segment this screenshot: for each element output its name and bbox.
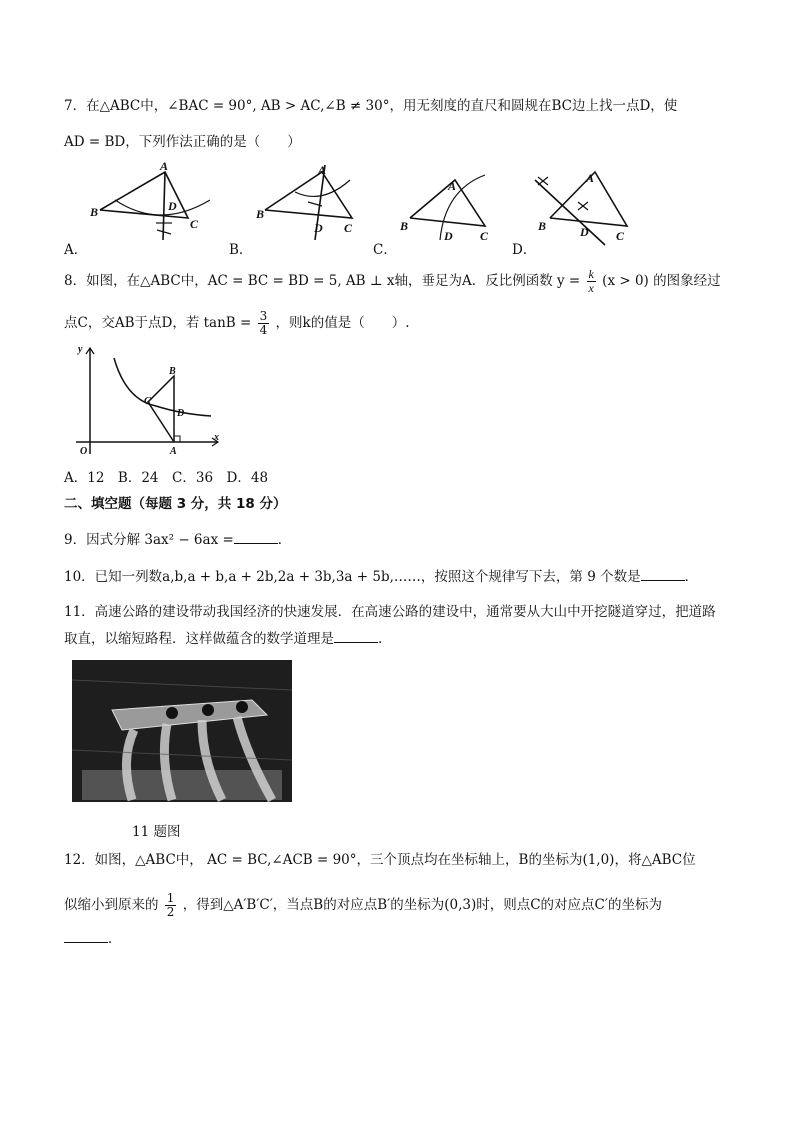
fig-d-label-d: D [580,225,589,239]
q8-figure [66,340,226,460]
fig-a-label-c: C [190,217,199,231]
q11-answer-blank [334,628,378,643]
fig-d-line [535,180,605,245]
q8-line2: 点C，交AB于点D，若 tanB = $\frac{3}{4}$ ，则k的值是（ ）. [64,309,410,337]
q8-k-over-x: $\frac{k}{x}$ [588,267,594,295]
fig-b-label-d: D [314,221,323,235]
q8-label-o: O [80,446,88,457]
q9-answer-blank [234,529,278,544]
q8-triangle [148,376,174,442]
q7-option-a: A． [64,242,88,258]
tunnel-photo-drawing [72,660,292,802]
q8-tan-fraction: $\frac{3}{4}$ [259,309,268,337]
fig-a-label-d: D [168,199,177,213]
q10-answer-blank [641,566,685,581]
q11-line2: 取直，以缩短路程．这样做蕴含的数学道理是 ． [64,628,392,649]
q10: 10．已知一列数a,b,a + b,a + 2b,2a + 3b,3a + 5b,……，按照这个规律写下去，第 9 个数是 ． [64,566,698,587]
fig-a-perp-line [163,172,165,240]
fig-c-label-b: B [400,219,409,233]
fig-b-label-b: B [256,207,265,221]
fig-c-label-a: A [448,179,457,193]
q12-answer-blank [64,928,108,943]
q9: 9．因式分解 3ax² − 6ax = ． [64,529,291,550]
q8-answers: A．12 B．24 C．36 D．48 [64,470,269,486]
q8-label-c: C [144,396,151,407]
fig-d-label-a: A [586,171,595,185]
q7-line2: AD = BD，下列作法正确的是（ ） [64,134,301,150]
q8-label-y: y [78,344,83,355]
fig-c-label-c: C [480,229,489,243]
q7-option-b: B． [229,242,253,258]
tunnel-photo [72,660,292,802]
q8-label-x: x [214,432,219,443]
section-2-title: 二、填空题（每题 3 分，共 18 分） [64,496,287,512]
fig-d-label-b: B [538,219,547,233]
fig-a-label-b: B [90,205,99,219]
q12-half-fraction: $\frac{1}{2}$ [166,891,175,919]
q7-option-c: C． [373,242,397,258]
q11-line1: 11．高速公路的建设带动我国经济的快速发展．在高速公路的建设中，通常要从大山中开挖隧道穿过，把道路 [64,604,716,620]
q12-line1: 12．如图，△ABC中， AC = BC,∠ACB = 90°，三个顶点均在坐标轴上，B的坐标为(1,0)，将△ABC位 [64,852,696,868]
q8-line1: 8．如图，在△ABC中，AC = BC = BD = 5, AB ⊥ x轴，垂足为A．反比例函数 y = $\frac{k}{x}$ (x > 0) 的图象经过 [64,267,721,295]
fig-b-triangle [265,172,352,218]
fig-a-label-a: A [160,160,169,173]
q7-option-d: D． [512,242,537,258]
q11-caption: 11 题图 [132,824,181,840]
fig-c-label-d: D [444,229,453,243]
fig-b-label-c: C [344,221,353,235]
q7-line1: 7．在△ABC中，∠BAC = 90°, AB > AC,∠B ≠ 30°，用无刻度的直尺和圆规在BC边上找一点D，使 [64,98,678,114]
q12-line3: ． [64,928,122,949]
q12-line2: 似缩小到原来的 $\frac{1}{2}$ ，得到△A′B′C′，当点B的对应点B′的坐标为(0,3)时，则点C的对应点C′的坐标为 [64,891,662,919]
q8-label-d: D [177,408,185,419]
q8-label-a: A [170,446,177,457]
q7-figures [60,160,760,250]
fig-d-label-c: C [616,229,625,243]
fig-b-label-a: A [318,163,327,177]
q8-label-b: B [169,366,176,377]
